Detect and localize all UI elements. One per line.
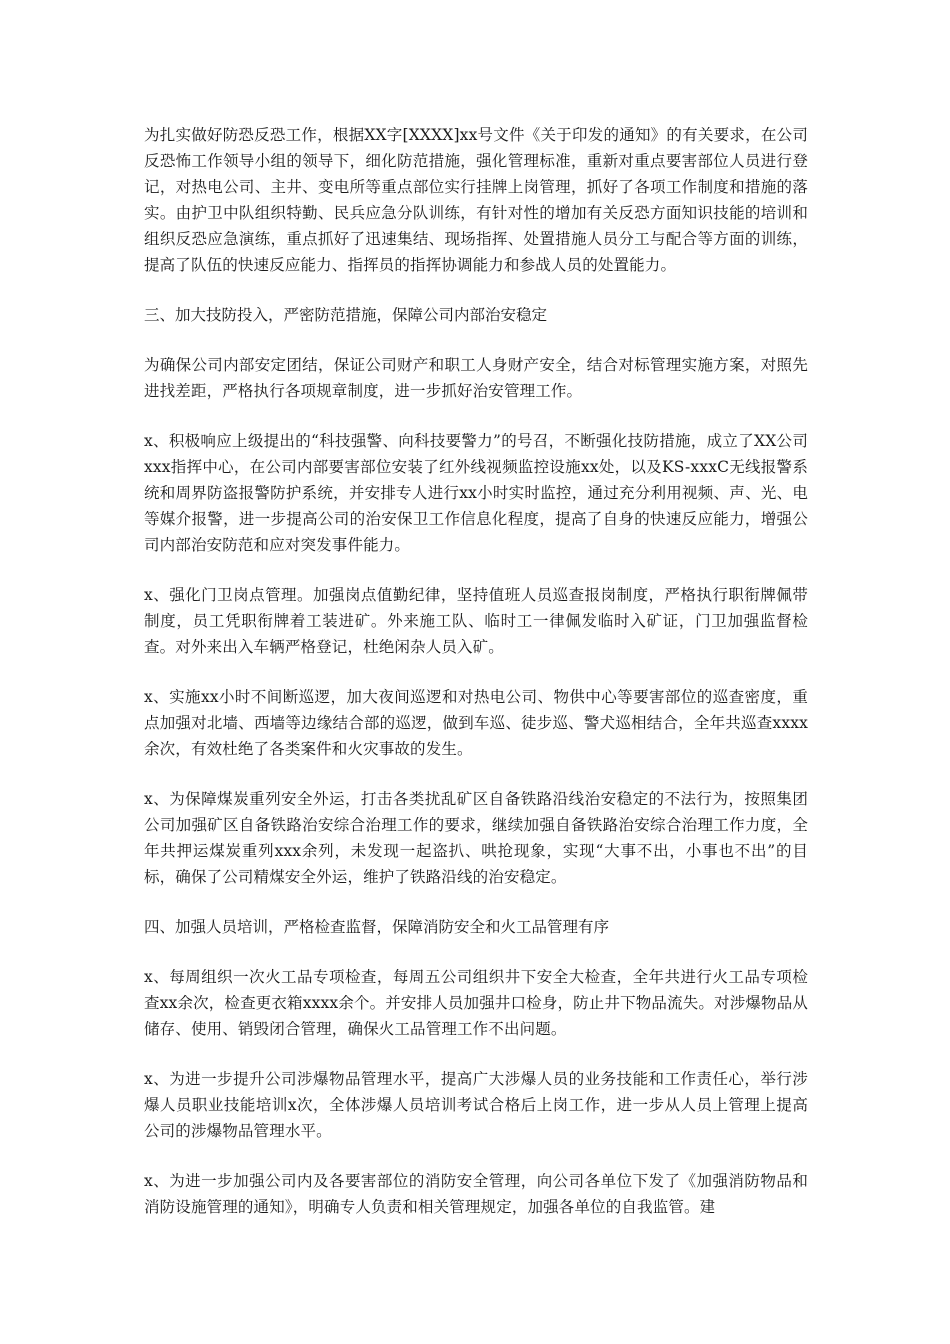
paragraph-counterterrorism: 为扎实做好防恐反恐工作，根据XX字[XXXX]xx号文件《关于印发的通知》的有关要求，在公司反恐怖工作领导小组的领导下，细化防范措施，强化管理标准，重新对重点要害部位人员进行登记，对热电公司、主井、变电所等重点部位实行挂牌上岗管理，抓好了各项工作制度和措施的落实。由护卫中队组织特勤、民兵应急分队训练，有针对性的增加有关反恐方面知识技能的培训和组织反恐应急演练，重点抓好了迅速集结、现场指挥、处置措施人员分工与配合等方面的训练，提高了队伍的快速反应能力、指挥员的指挥协调能力和参战人员的处置能力。: [144, 126, 808, 274]
paragraph-inspection: x、每周组织一次火工品专项检查，每周五公司组织井下安全大检查，全年共进行火工品专项检查xx余次，检查更衣箱xxxx余个。并安排人员加强井口检身，防止井下物品流失。对涉爆物品从储存、使用、销毁闭合管理，确保火工品管理工作不出问题。: [144, 968, 808, 1038]
section-heading-4: 四、加强人员培训，严格检查监督，保障消防安全和火工品管理有序: [144, 918, 610, 936]
paragraph-training: x、为进一步提升公司涉爆物品管理水平，提高广大涉爆人员的业务技能和工作责任心，举行涉爆人员职业技能培训x次，全体涉爆人员培训考试合格后上岗工作，进一步从人员上管理上提高公司的涉爆物品管理水平。: [144, 1070, 808, 1140]
section-heading-3: 三、加大技防投入，严密防范措施，保障公司内部治安稳定: [144, 306, 548, 324]
paragraph-fire-safety: x、为进一步加强公司内及各要害部位的消防安全管理，向公司各单位下发了《加强消防物品和消防设施管理的通知》，明确专人负责和相关管理规定，加强各单位的自我监管。建: [144, 1172, 808, 1216]
document-page: [144, 122, 808, 1220]
paragraph-patrol: x、实施xx小时不间断巡逻，加大夜间巡逻和对热电公司、物供中心等要害部位的巡查密度，重点加强对北墙、西墙等边缘结合部的巡逻，做到车巡、徒步巡、警犬巡相结合，全年共巡查xxxx余次，有效杜绝了各类案件和火灾事故的发生。: [144, 688, 808, 758]
paragraph-security-intro: 为确保公司内部安定团结，保证公司财产和职工人身财产安全，结合对标管理实施方案，对照先进找差距，严格执行各项规章制度，进一步抓好治安管理工作。: [144, 356, 808, 400]
paragraph-tech-defense: x、积极响应上级提出的“科技强警、向科技要警力”的号召，不断强化技防措施，成立了XX公司xxx指挥中心，在公司内部要害部位安装了红外线视频监控设施xx处，以及KS-xxxC无线报警系统和周界防盗报警防护系统，并安排专人进行xx小时实时监控，通过充分利用视频、声、光、电等媒介报警，进一步提高公司的治安保卫工作信息化程度，提高了自身的快速反应能力，增强公司内部治安防范和应对突发事件能力。: [144, 432, 808, 554]
paragraph-railway: x、为保障煤炭重列安全外运，打击各类扰乱矿区自备铁路沿线治安稳定的不法行为，按照集团公司加强矿区自备铁路治安综合治理工作的要求，继续加强自备铁路治安综合治理工作力度，全年共押运煤炭重列xxx余列，未发现一起盗扒、哄抢现象，实现“大事不出，小事也不出”的目标，确保了公司精煤安全外运，维护了铁路沿线的治安稳定。: [144, 790, 808, 886]
paragraph-gate-guard: x、强化门卫岗点管理。加强岗点值勤纪律，坚持值班人员巡查报岗制度，严格执行职衔牌佩带制度，员工凭职衔牌着工装进矿。外来施工队、临时工一律佩发临时入矿证，门卫加强监督检查。对外来出入车辆严格登记，杜绝闲杂人员入矿。: [144, 586, 808, 656]
